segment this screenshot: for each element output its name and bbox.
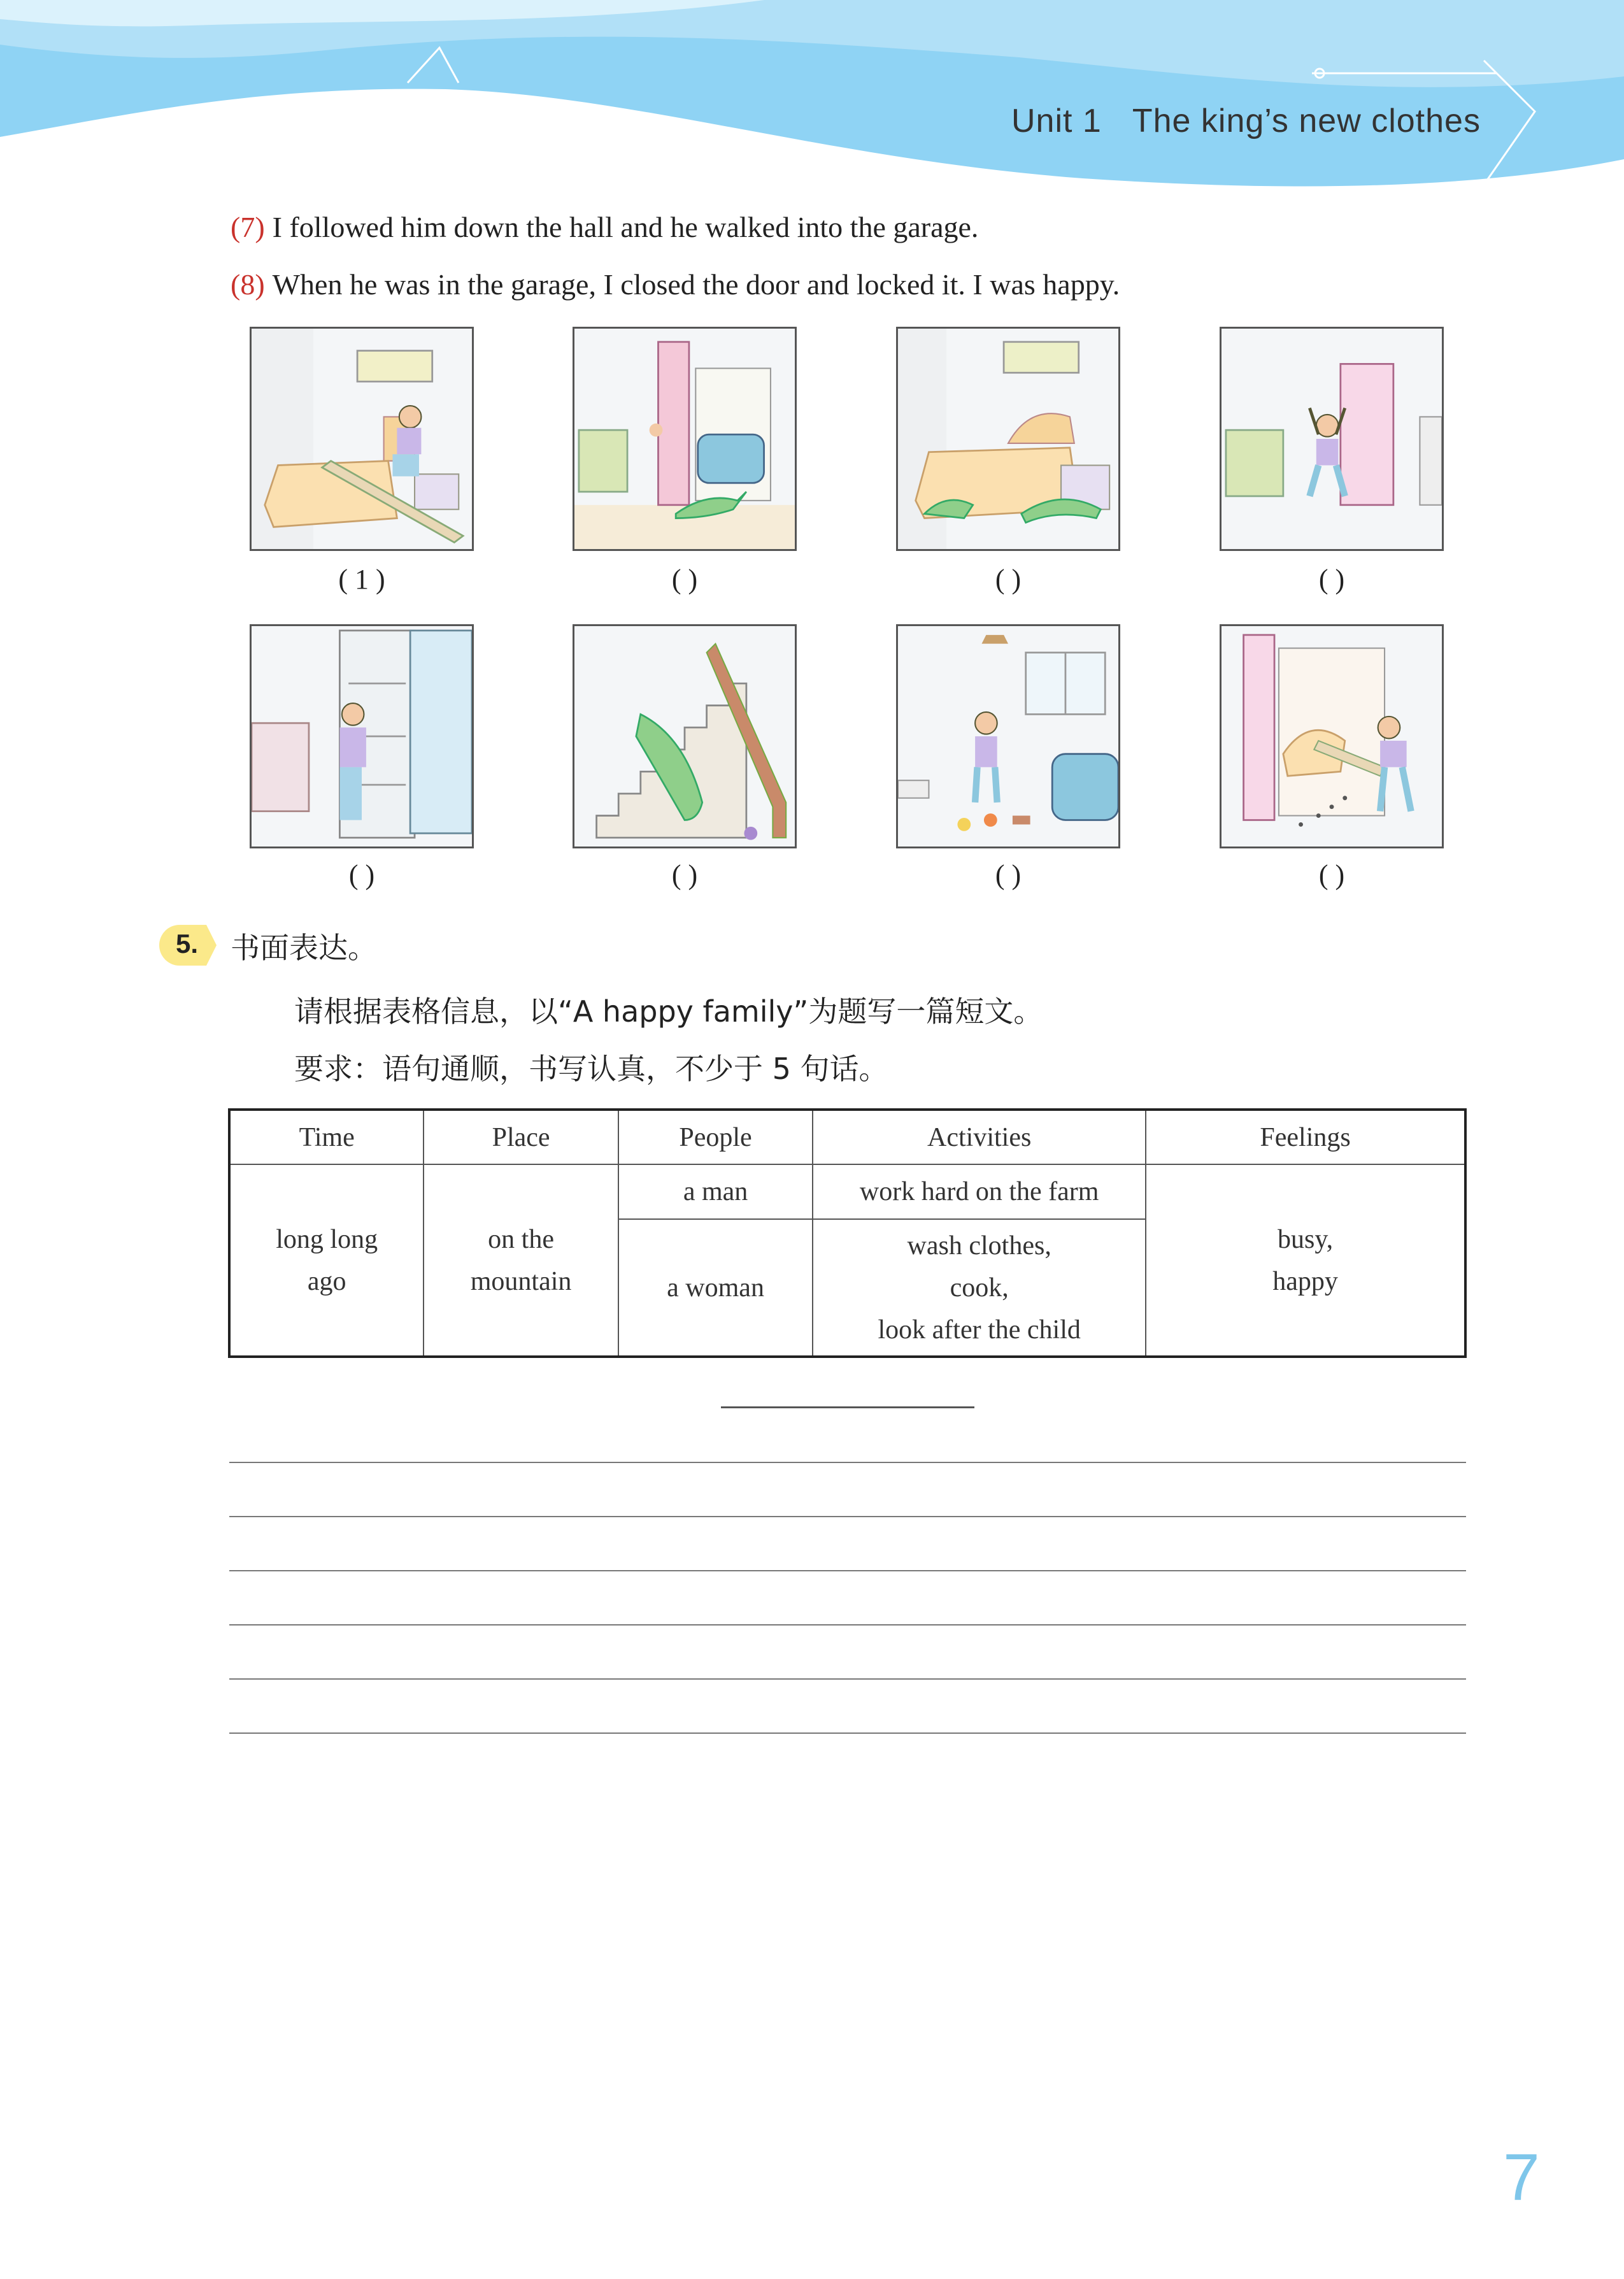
writing-line[interactable]: [229, 1462, 1466, 1463]
answer-blank-5[interactable]: ( ): [348, 859, 375, 890]
sentence-text: When he was in the garage, I closed the door and locked it. I was happy.: [272, 268, 1120, 301]
header-activities: Activities: [813, 1110, 1146, 1164]
table-row: [229, 1164, 1465, 1219]
cell-text: on the: [488, 1224, 554, 1254]
cell-feelings: [1146, 1164, 1465, 1357]
picture-7: [896, 624, 1120, 848]
picture-2: [573, 327, 797, 551]
info-table: [228, 1108, 1467, 1358]
header-people: People: [618, 1110, 813, 1164]
cell-text: mountain: [470, 1266, 572, 1296]
answer-blank-6[interactable]: ( ): [671, 859, 698, 890]
cell-activities-man: work hard on the farm: [813, 1164, 1146, 1219]
task-instruction-1: 请根据表格信息，以“A happy family”为题写一篇短文。: [294, 994, 1043, 1029]
picture-8: [1220, 624, 1444, 848]
answer-blank-2[interactable]: ( ): [671, 564, 698, 595]
sentence-number: (7): [231, 211, 265, 243]
cell-text: happy: [1272, 1266, 1338, 1296]
writing-line[interactable]: [229, 1678, 1466, 1680]
cell-text: cook,: [950, 1273, 1009, 1303]
answer-blank-1[interactable]: ( 1 ): [338, 564, 385, 595]
header-feelings: Feelings: [1146, 1110, 1465, 1164]
boy-bed-board-icon: [252, 329, 472, 549]
task-instruction-2: 要求：语句通顺，书写认真，不少于 5 句话。: [294, 1052, 888, 1086]
answer-blank-4[interactable]: ( ): [1318, 564, 1345, 595]
picture-6: [573, 624, 797, 848]
picture-5: [250, 624, 474, 848]
header-time: Time: [229, 1110, 424, 1164]
page-number: 7: [1503, 2141, 1540, 2215]
unit-name: The king’s new clothes: [1132, 103, 1481, 139]
header-place: Place: [424, 1110, 618, 1164]
answer-blank-7[interactable]: ( ): [995, 859, 1022, 890]
boy-fridge-icon: [252, 626, 472, 847]
cell-people-man: a man: [618, 1164, 813, 1219]
sentence-number: (8): [231, 268, 265, 301]
unit-title: [1011, 102, 1481, 140]
sentence-text: I followed him down the hall and he walked into the garage.: [272, 211, 979, 243]
table-header-row: [229, 1110, 1465, 1164]
writing-line[interactable]: [229, 1570, 1466, 1571]
boy-jumping-happy-icon: [1222, 329, 1442, 549]
crocodile-garage-door-icon: [574, 329, 795, 549]
cell-people-woman: a woman: [618, 1219, 813, 1357]
cell-text: ago: [307, 1266, 346, 1296]
title-writing-line[interactable]: [721, 1406, 974, 1408]
writing-line[interactable]: [229, 1624, 1466, 1625]
writing-line[interactable]: [229, 1732, 1466, 1734]
picture-4: [1220, 327, 1444, 551]
cell-time: [229, 1164, 424, 1357]
boy-garage-food-icon: [898, 626, 1118, 847]
cell-text: long long: [276, 1224, 378, 1254]
crocodile-stairs-icon: [574, 626, 795, 847]
cell-text: busy,: [1278, 1224, 1334, 1254]
sentence-8: [231, 268, 1120, 301]
writing-line[interactable]: [229, 1516, 1466, 1517]
cell-place: [424, 1164, 618, 1357]
answer-blank-3[interactable]: ( ): [995, 564, 1022, 595]
picture-3: [896, 327, 1120, 551]
unit-number: Unit 1: [1011, 103, 1102, 139]
boy-food-trail-icon: [1222, 626, 1442, 847]
task-title: 书面表达。: [231, 931, 377, 965]
picture-1: [250, 327, 474, 551]
cell-text: wash clothes,: [907, 1231, 1051, 1261]
crocodile-under-bed-icon: [898, 329, 1118, 549]
task-number: 5.: [176, 929, 199, 959]
cell-text: look after the child: [878, 1315, 1081, 1345]
cell-activities-woman: [813, 1219, 1146, 1357]
sentence-7: [231, 210, 978, 244]
answer-blank-8[interactable]: ( ): [1318, 859, 1345, 890]
